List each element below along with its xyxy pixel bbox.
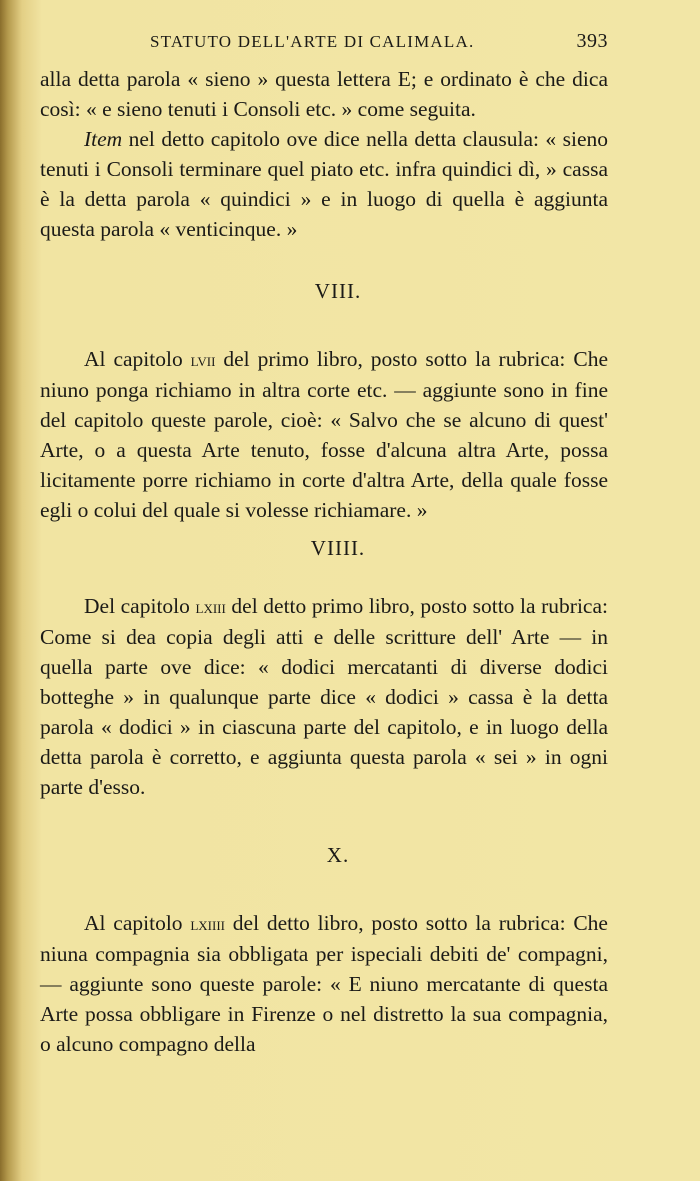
item-word: Item — [84, 127, 123, 151]
chapter-number-lxiiii: lxiiii — [190, 914, 225, 934]
page-body — [40, 64, 608, 1059]
running-title: STATUTO DELL'ARTE DI CALIMALA. — [150, 32, 475, 51]
paragraph-x-text: del detto libro, posto sotto la rubrica: Che niuna compagnia sia obbligata per ispeciali debiti de' compagni, — aggiunte sono queste parole: « E niuno mercatante di questa Arte possa obbligare in Firenze o nel distretto la sua compagnia, o alcuno compagno della — [40, 911, 608, 1056]
chapter-number-lvii: lvii — [190, 350, 216, 370]
section-heading-x: X. — [326, 843, 350, 867]
chapter-number-lxiii: lxiii — [195, 597, 226, 617]
section-heading-viiii: VIIII. — [310, 536, 366, 560]
paragraph-viii-start: Al capitolo — [84, 347, 191, 371]
paragraph-viii — [40, 344, 608, 525]
section-heading-viii: VIII. — [314, 279, 362, 303]
paragraph-x — [40, 908, 608, 1059]
paragraph-viiii — [40, 591, 608, 802]
paragraph-item-text: nel detto capitolo ove dice nella detta clausula: « sieno tenuti i Consoli terminare quel piato etc. infra quindici dì, » cassa è la detta parola « quindici » e in luogo di quella è aggiunta questa parola « venticinque. » — [40, 127, 608, 241]
paragraph-continued: alla detta parola « sieno » questa lettera E; e ordinato è che dica così: « e sieno tenuti i Consoli etc. » come seguita. — [40, 67, 608, 121]
paragraph-viiii-start: Del capitolo — [84, 594, 196, 618]
paragraph-viiii-text: del detto primo libro, posto sotto la rubrica: Come si dea copia degli atti e delle scritture dell' Arte — in quella parte ove dice: « dodici mercatanti di diverse dodici botteghe » in qualunque parte dice « dodici » cassa è la detta parola « dodici » in ciascuna parte del capitolo, e in luogo della detta parola è corretto, e aggiunta questa parola « sei » in ogni parte d'esso. — [40, 594, 608, 799]
paragraph-item — [40, 124, 608, 244]
paragraph-viii-text: del primo libro, posto sotto la rubrica: Che niuno ponga richiamo in altra corte etc. — aggiunte sono in fine del capitolo queste parole, cioè: « Salvo che se alcuno di quest' Arte, o a questa Arte tenuto, fosse d'alcuna altra Arte, possa licitamente porre richiamo in corte d'altra Arte, della quale fosse egli o colui del quale si volesse richiamare. » — [40, 347, 608, 522]
paragraph-x-start: Al capitolo — [84, 911, 191, 935]
page-number: 393 — [576, 30, 608, 52]
